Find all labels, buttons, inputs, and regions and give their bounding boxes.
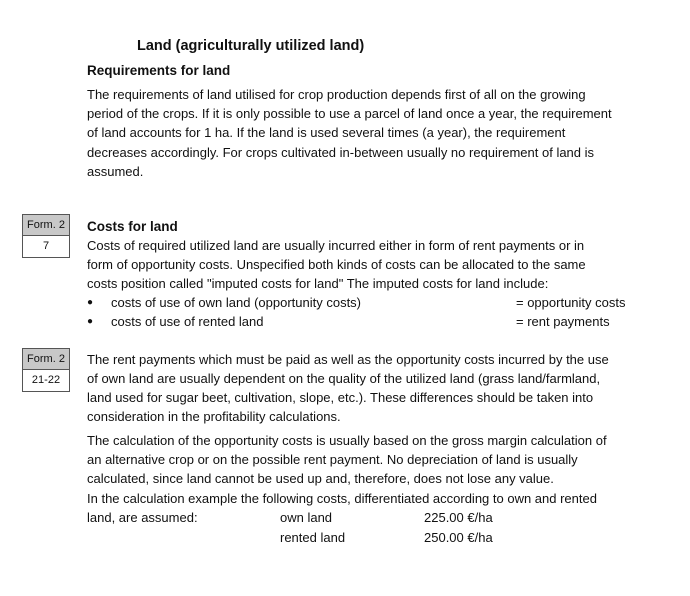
bullet-icon: ● [87,316,94,327]
bullet-equivalent: = rent payments [516,314,610,329]
paragraph-line: In the calculation example the following costs, differentiated according to own and rented [87,491,597,506]
bullet-text: costs of use of own land (opportunity costs) [111,295,362,310]
paragraph-line: land used for sugar beet, cultivation, slope, etc.). These differences should be taken into [87,390,594,405]
page-title: Land (agriculturally utilized land) [137,38,365,54]
form-number: 21-22 [31,374,61,386]
paragraph-line: of own land are usually dependent on the quality of the utilized land (grass land/farmland, [87,371,601,386]
paragraph-line: consideration in the profitability calculations. [87,409,341,424]
paragraph-line: Costs of required utilized land are usually incurred either in form of rent payments or in [87,238,585,253]
form-label: Form. 2 [23,215,69,236]
section-heading-requirements: Requirements for land [87,63,231,78]
form-number: 7 [42,240,50,252]
paragraph-line: The requirements of land utilised for crop production depends first of all on the growing [87,87,586,102]
paragraph-line: The calculation of the opportunity costs is usually based on the gross margin calculation of [87,433,607,448]
form-label: Form. 2 [23,349,69,370]
form-reference-box [22,348,70,392]
paragraph-line: calculated, since land cannot be used up and, therefore, does not lose any value. [87,471,554,486]
cost-label: own land [280,510,333,525]
example-lead-text: land, are assumed: [87,510,198,525]
section-heading-costs: Costs for land [87,219,178,234]
paragraph-line: period of the crops. If it is only possible to use a parcel of land once a year, the requirement [87,106,612,121]
cost-value: 250.00 €/ha [424,530,493,545]
paragraph-line: of land accounts for 1 ha. If the land is used several times (a year), the requirement [87,125,566,140]
form-reference-box [22,214,70,258]
cost-value: 225.00 €/ha [424,510,493,525]
paragraph-line: The rent payments which must be paid as well as the opportunity costs incurred by the use [87,352,609,367]
bullet-icon: ● [87,297,94,308]
cost-label: rented land [280,530,346,545]
bullet-equivalent: = opportunity costs [516,295,626,310]
bullet-text: costs of use of rented land [111,314,264,329]
paragraph-line: costs position called "imputed costs for land" The imputed costs for land include: [87,276,549,291]
paragraph-line: an alternative crop or on the possible rent payment. No depreciation of land is usually [87,452,578,467]
paragraph-line: form of opportunity costs. Unspecified both kinds of costs can be allocated to the same [87,257,586,272]
paragraph-line: assumed. [87,164,144,179]
paragraph-line: decreases accordingly. For crops cultivated in-between usually no requirement of land is [87,145,595,160]
